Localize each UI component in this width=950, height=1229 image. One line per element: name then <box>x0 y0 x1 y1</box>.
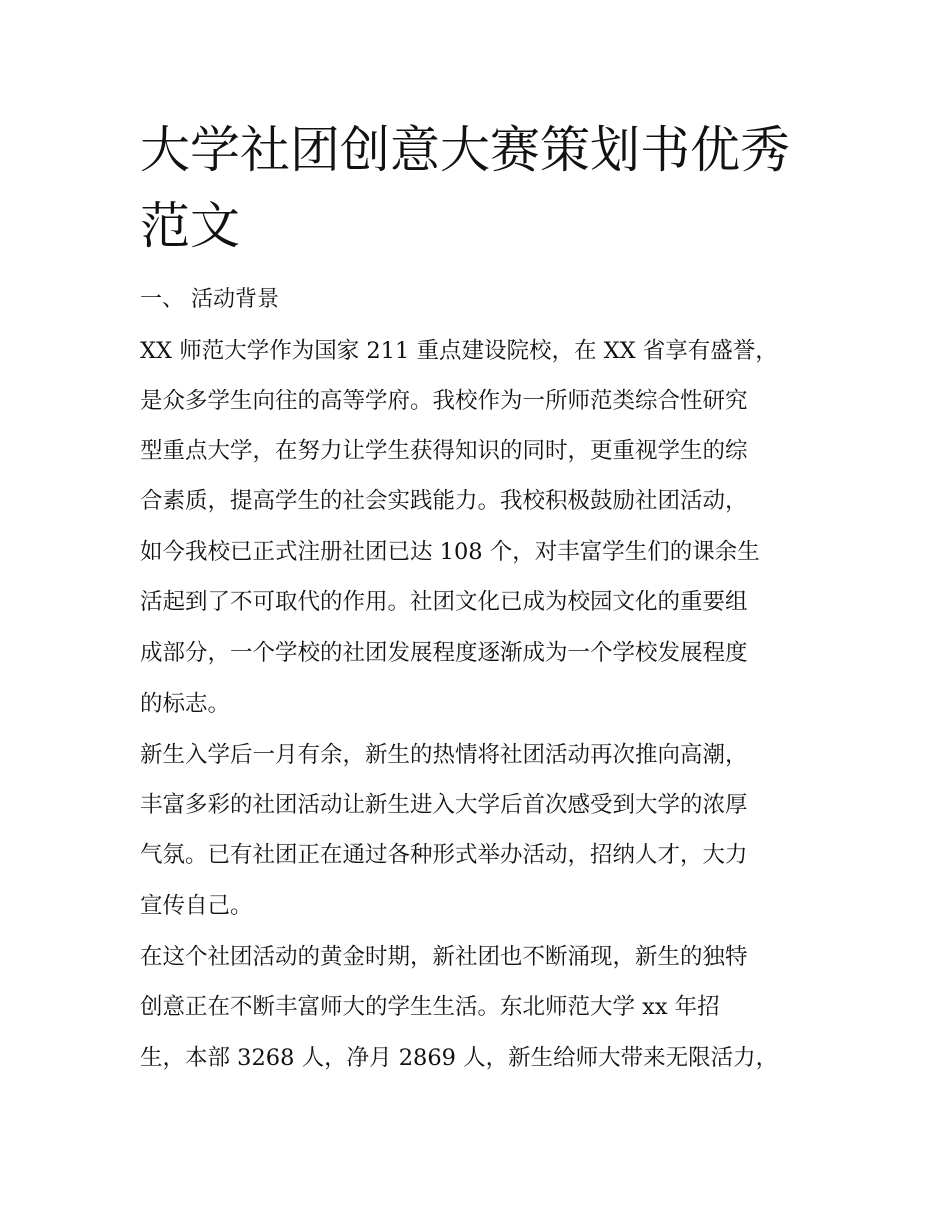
paragraph-line: 活起到了不可取代的作用。社团文化已成为校园文化的重要组 <box>140 589 748 615</box>
paragraph-line: 成部分，一个学校的社团发展程度逐渐成为一个学校发展程度 <box>140 640 748 666</box>
paragraph-line: 新生入学后一月有余，新生的热情将社团活动再次推向高潮， <box>140 742 748 768</box>
paragraph-line: 创意正在不断丰富师大的学生生活。东北师范大学 xx 年招 <box>140 994 720 1020</box>
paragraph-line: 合素质，提高学生的社会实践能力。我校积极鼓励社团活动， <box>140 488 748 514</box>
paragraph-line: 丰富多彩的社团活动让新生进入大学后首次感受到大学的浓厚 <box>140 792 748 818</box>
document-title: 大学社团创意大赛策划书优秀范文 <box>140 121 790 255</box>
paragraph-line: 的标志。 <box>140 691 231 717</box>
paragraph-line: 型重点大学，在努力让学生获得知识的同时，更重视学生的综 <box>140 438 748 464</box>
paragraph-line: 在这个社团活动的黄金时期，新社团也不断涌现，新生的独特 <box>140 944 748 970</box>
paragraph-line: 气氛。已有社团正在通过各种形式举办活动，招纳人才，大力 <box>140 842 748 868</box>
paragraph-line: 生，本部 3268 人，净月 2869 人，新生给师大带来无限活力， <box>140 1045 779 1071</box>
paragraph-line: 是众多学生向往的高等学府。我校作为一所师范类综合性研究 <box>140 388 748 414</box>
section-heading: 一、 活动背景 <box>140 287 279 312</box>
paragraph-line: XX 师范大学作为国家 211 重点建设院校，在 XX 省享有盛誉， <box>140 338 778 364</box>
paragraph-line: 如今我校已正式注册社团已达 108 个，对丰富学生们的课余生 <box>140 539 760 565</box>
paragraph-line: 宣传自己。 <box>140 893 253 919</box>
